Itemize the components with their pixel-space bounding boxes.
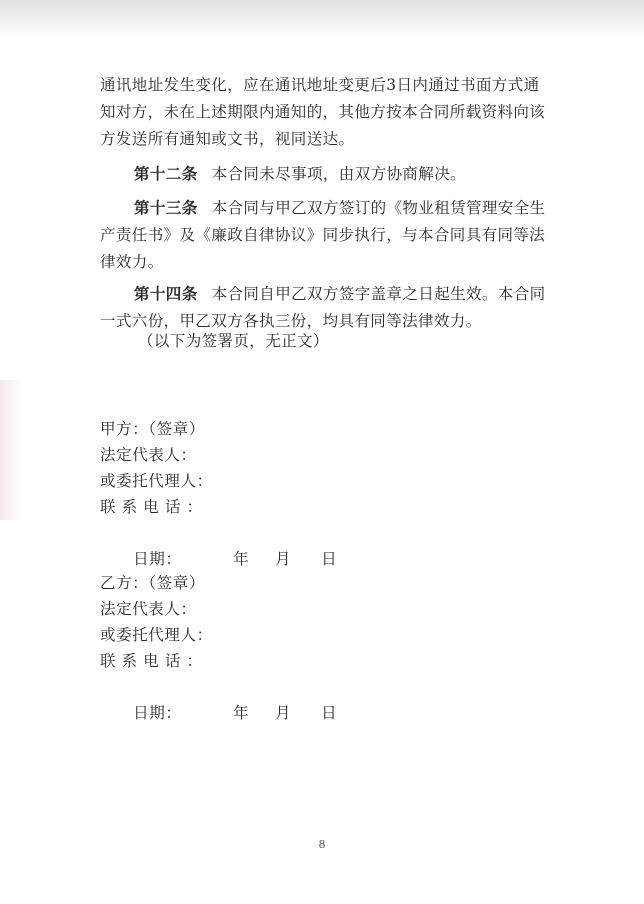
signature-page-note: （以下为签署页，无正文） [138,332,329,350]
party-a-title: 甲方：（签章） [100,420,205,438]
article-14 [100,280,550,335]
article-13 [100,194,550,276]
paragraph-notice-address: 通讯地址发生变化，应在通讯地址变更后3日内通过书面方式通知对方，未在上述期限内通知的，其他方按本合同所载资料向该方发送所有通知或文书，视同送达。 [100,76,546,148]
party-a-legal-rep: 法定代表人： [100,446,197,464]
party-b-date-label: 日期： [133,704,182,722]
article-13-text: 本合同与甲乙双方签订的《物业租赁管理安全生产责任书》及《廉政自律协议》同步执行，与本合同具有同等法律效力。 [100,199,546,271]
party-a-agent: 或委托代理人： [100,472,213,490]
party-b-agent: 或委托代理人： [100,626,213,644]
page-number: 8 [318,838,326,851]
party-a-month: 月 [275,550,292,568]
article-13-label: 第十三条 [134,198,198,217]
scan-edge-mark [0,380,22,520]
party-a-day: 日 [321,550,338,568]
party-b-day: 日 [321,704,338,722]
party-b-month: 月 [275,704,292,722]
article-14-text: 本合同自甲乙双方签字盖章之日起生效。本合同一式六份，甲乙双方各执三份，均具有同等法律效力。 [100,285,546,330]
article-12-label: 第十二条 [134,164,198,183]
party-b-date-row [100,674,338,722]
party-a-date-row [100,520,338,568]
party-a-year: 年 [233,550,250,568]
party-b-signature-block [100,570,338,722]
scan-shadow [0,0,644,36]
party-a-date-label: 日期： [133,550,182,568]
party-a-phone: 联 系 电 话 ： [100,498,203,516]
article-12-text: 本合同未尽事项，由双方协商解决。 [211,165,467,183]
party-b-legal-rep: 法定代表人： [100,600,197,618]
article-14-label: 第十四条 [134,284,198,303]
party-a-signature-block [100,416,338,568]
party-b-phone: 联 系 电 话 ： [100,652,203,670]
party-b-title: 乙方：（签章） [100,574,205,592]
party-b-year: 年 [233,704,250,722]
article-12 [100,160,550,188]
